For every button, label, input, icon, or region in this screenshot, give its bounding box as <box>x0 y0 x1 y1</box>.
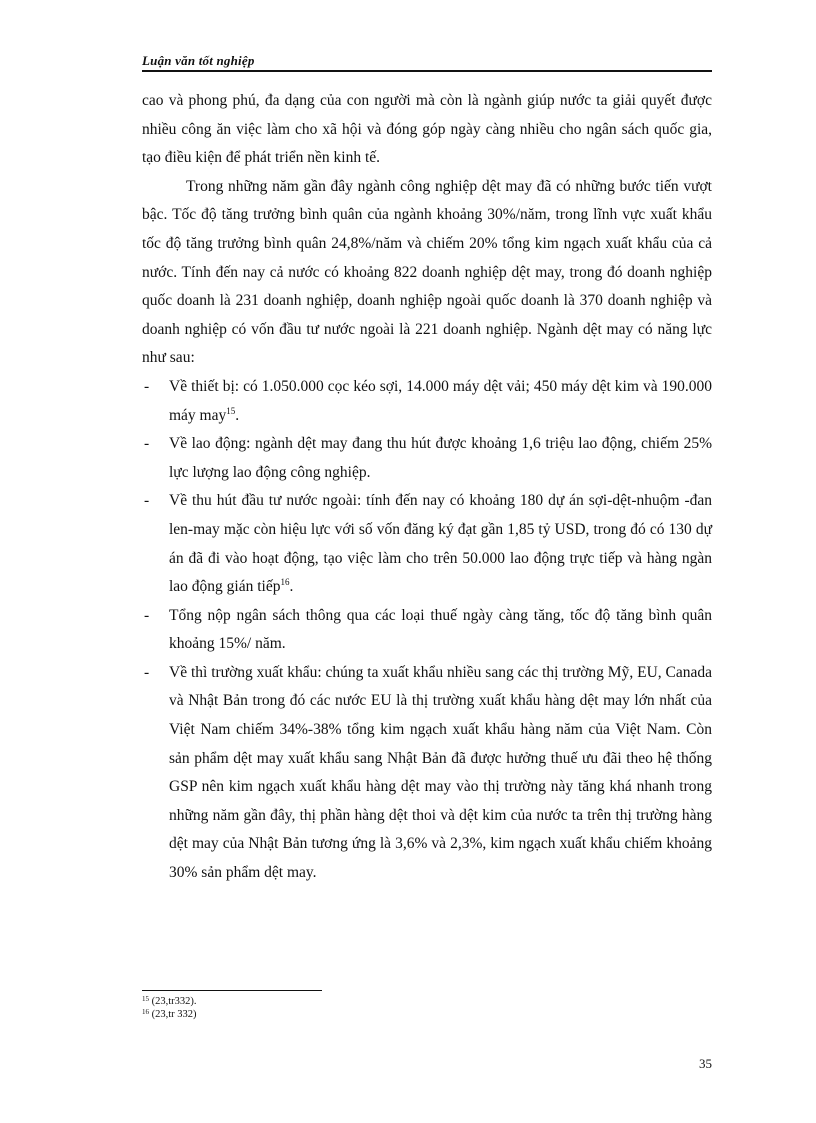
footnote-text: (23,tr 332) <box>151 1009 197 1020</box>
list-item-labor <box>142 430 712 487</box>
footnotes <box>142 995 542 1021</box>
body-text <box>142 87 712 888</box>
footnote-ref: 16 <box>280 577 290 588</box>
paragraph-industry-overview: Trong những năm gần đây ngành công nghiệp dệt may đã có những bước tiến vượt bậc. Tốc độ tăng trưởng bình quân của ngành khoảng 30%/năm, trong lĩnh vực xuất khẩu tốc độ tăng trưởng bình quân 24,8%/năm và chiếm 20% tổng kim ngạch xuất khẩu của cả nước. Tính đến nay cả nước có khoảng 822 doanh nghiệp dệt may, trong đó doanh nghiệp quốc doanh là 231 doanh nghiệp, doanh nghiệp ngoài quốc doanh là 370 doanh nghiệp và doanh nghiệp có vốn đầu tư nước ngoài là 221 doanh nghiệp. Ngành dệt may có năng lực như sau: <box>142 177 712 367</box>
footnote-ref: 15 <box>226 405 236 416</box>
list-item-budget <box>142 602 712 659</box>
list-item-text: Về thiết bị: có 1.050.000 cọc kéo sợi, 14.000 máy dệt vải; 450 máy dệt kim và 190.000 máy may <box>169 377 712 424</box>
bullet-dash: - <box>144 492 150 510</box>
list-item-tail: . <box>289 578 294 596</box>
list-item-export-market <box>142 659 712 888</box>
paragraph-continuation: cao và phong phú, đa dạng của con người mà còn là ngành giúp nước ta giải quyết được nhiều công ăn việc làm cho xã hội và đóng góp ngày càng nhiều cho ngân sách quốc gia, tạo điều kiện để phát triển nền kinh tế. <box>142 92 712 167</box>
footnote-separator <box>142 990 322 991</box>
footnote-number: 15 <box>142 995 149 1003</box>
bullet-dash: - <box>144 606 150 624</box>
bullet-dash: - <box>144 435 150 453</box>
header-rule <box>142 70 712 72</box>
page-number: 35 <box>699 1056 712 1071</box>
list-item-text: Về lao động: ngành dệt may đang thu hút được khoảng 1,6 triệu lao động, chiếm 25% lực lượng lao động công nghiệp. <box>169 435 712 481</box>
list-item-equipment <box>142 373 712 430</box>
list-item-foreign-investment <box>142 487 712 601</box>
footnote-number: 16 <box>142 1008 149 1016</box>
footnote-text: (23,tr332). <box>151 996 197 1007</box>
page-header <box>142 52 712 72</box>
list-item-text: Về thu hút đầu tư nước ngoài: tính đến nay có khoảng 180 dự án sợi-dệt-nhuộm -đan len-may mặc còn hiệu lực với số vốn đăng ký đạt gần 1,85 tỷ USD, trong đó có 130 dự án đã đi vào hoạt động, tạo việc làm cho trên 50.000 lao động trực tiếp và hàng ngàn lao động gián tiếp <box>169 492 712 596</box>
bullet-dash: - <box>144 663 150 681</box>
capacity-list <box>142 373 712 888</box>
list-item-text: Về thì trường xuất khẩu: chúng ta xuất khẩu nhiều sang các thị trường Mỹ, EU, Canada và Nhật Bản trong đó các nước EU là thị trường xuất khẩu hàng dệt may lớn nhất của Việt Nam chiếm 34%-38% tổng kim ngạch xuất khẩu hàng năm của Việt Nam. Còn sản phẩm dệt may xuất khẩu sang Nhật Bản đã được hưởng thuế ưu đãi theo hệ thống GSP nên kim ngạch xuất khẩu hàng dệt may vào thị trường này tăng khá nhanh trong những năm gần đây, thị phần hàng dệt thoi và dệt kim của nước ta trên thị trường hàng dệt may của Nhật Bản tương ứng là 3,6% và 2,3%, kim ngạch xuất khẩu chiếm khoảng 30% sản phẩm dệt may. <box>169 663 712 882</box>
list-item-text: Tổng nộp ngân sách thông qua các loại thuế ngày càng tăng, tốc độ tăng bình quân khoảng 15%/ năm. <box>169 606 712 653</box>
bullet-dash: - <box>144 377 150 395</box>
header-title: Luận văn tốt nghiệp <box>142 53 255 68</box>
footnote-16 <box>142 1008 542 1021</box>
list-item-tail: . <box>235 406 240 424</box>
footnote-15 <box>142 995 542 1008</box>
